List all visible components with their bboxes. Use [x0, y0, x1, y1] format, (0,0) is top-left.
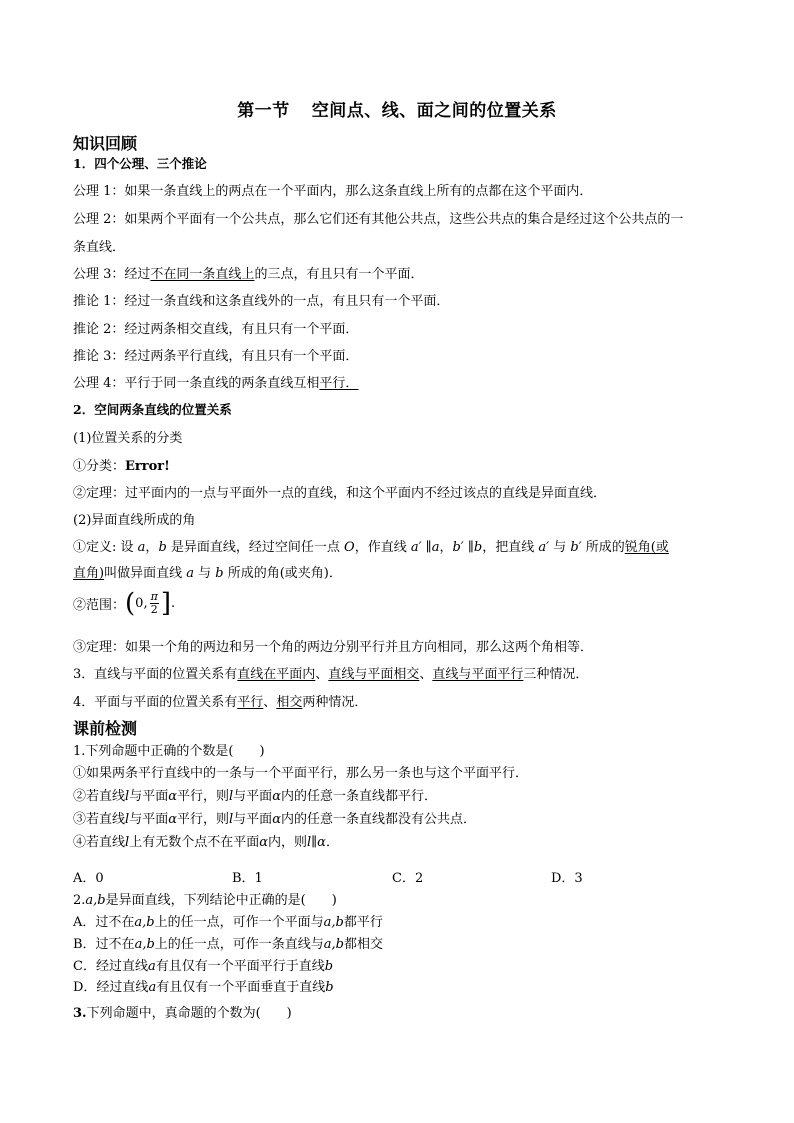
statement-text: 平行，则 [176, 789, 229, 804]
math-ab: a,b [134, 915, 155, 930]
axiom-2-line2: 条直线． [73, 240, 126, 255]
title-section-number: 第一节 [237, 101, 290, 121]
option-text: 都平行 [343, 915, 383, 930]
axiom-2-line1: 公理 2：如果两个平面有一个公共点，那么它们还有其他公共点，这些公共点的集合是经过这个公共点的一 [73, 212, 684, 227]
math-l: l [125, 835, 130, 850]
option-text: 上的任一点，可作一个平面与 [154, 915, 324, 930]
subsection-1-title: 1．四个公理、三个推论 [73, 156, 207, 171]
axiom-1: 公理 1：如果一条直线上的两点在一个平面内，那么这条直线上所有的点都在这个平面内． [73, 184, 593, 199]
statement-text: 内的任意一条直线都平行． [280, 789, 437, 804]
math-alpha: α [272, 812, 281, 827]
math-l: l [125, 812, 130, 827]
math-relation: l∥α [307, 835, 326, 850]
statement-text: ． [325, 835, 339, 850]
corollary-1: 推论 1：经过一条直线和这条直线外的一点，有且只有一个平面． [73, 294, 450, 309]
question-1-statement-3 [73, 808, 476, 827]
definition-line1 [73, 536, 669, 555]
line-plane-relations [73, 663, 588, 682]
relation-text: 两种情况． [302, 695, 368, 710]
definition-underlined: 锐角(或 [624, 540, 669, 555]
question-number: 3. [73, 1006, 87, 1021]
classification-error-text: Error! [125, 459, 170, 474]
relation-text: 3．直线与平面的位置关系有 [73, 667, 238, 682]
axiom-3-text-end: 的三点，有且只有一个平面． [254, 267, 424, 282]
math-ab: a,b [85, 893, 106, 908]
axiom-3 [73, 263, 423, 282]
review-heading: 知识回顾 [73, 134, 138, 153]
question-1-option-a: A．0 [73, 871, 104, 886]
math-alpha: α [168, 812, 177, 827]
statement-text: 上有无数个点不在平面 [129, 835, 260, 850]
question-1-statement-1: ①如果两条平行直线中的一条与一个平面平行，那么另一条也与这个平面平行． [73, 766, 529, 781]
question-1: 1.下列命题中正确的个数是( ) [73, 744, 265, 759]
statement-text: ④若直线 [73, 835, 126, 850]
skew-theorem: ②定理：过平面内的一点与平面外一点的直线，和这个平面内不经过该点的直线是异面直线． [73, 486, 607, 501]
question-1-option-c: C．2 [392, 871, 424, 886]
math-b: b [158, 540, 167, 555]
open-paren-icon: ( [125, 588, 136, 619]
option-text: 上的任一点，可作一条直线与 [154, 937, 324, 952]
math-a: a [431, 540, 440, 555]
definition-text: ，作直线 [354, 540, 411, 555]
parallel-symbol: ∥ [463, 540, 474, 555]
math-b: b [473, 540, 483, 555]
statement-text: 与平面 [129, 789, 169, 804]
option-text: 都相交 [344, 937, 384, 952]
relation-text: 4．平面与平面的位置关系有 [73, 695, 238, 710]
definition-text: 与 [193, 566, 216, 581]
math-a-prime: a′ [410, 540, 422, 555]
axiom-3-underlined-2: 同一条直线上 [176, 267, 255, 282]
definition-text: ①定义: 设 [73, 540, 138, 555]
math-b-prime: b′ [570, 540, 582, 555]
math-ab: a,b [323, 915, 344, 930]
math-a-prime: a′ [538, 540, 550, 555]
question-1-statement-2 [73, 785, 437, 804]
definition-text: 叫做异面直线 [104, 566, 187, 581]
title-text: 空间点、线、面之间的位置关系 [311, 101, 557, 121]
corollary-3: 推论 3：经过两条平行直线，有且只有一个平面． [73, 349, 359, 364]
math-O: O [344, 540, 355, 555]
relation-underlined: 直线在平面内 [237, 667, 316, 682]
math-a: a [186, 566, 194, 581]
question-2-option-d [73, 976, 334, 995]
axiom-3-underlined-1: 不在 [150, 267, 177, 282]
axiom-3-text: 公理 3：经过 [73, 267, 151, 282]
question-1-statement-4 [73, 831, 339, 850]
plane-plane-relations [73, 691, 367, 710]
definition-text: 是异面直线，经过空间任一点 [166, 540, 345, 555]
definition-underlined: 直角) [73, 566, 105, 581]
definition-text: 所成的角(或夹角)． [223, 566, 342, 581]
close-bracket-icon: ] [160, 588, 171, 619]
relation-separator: 、 [315, 667, 329, 682]
math-l: l [229, 789, 234, 804]
option-text: 有且仅有一个平面平行于直线 [155, 959, 325, 974]
math-b: b [324, 959, 334, 974]
pi-over-two-fraction [150, 591, 159, 616]
definition-line2 [73, 562, 342, 581]
option-text: C．经过直线 [73, 959, 148, 974]
statement-text: 与平面 [129, 812, 169, 827]
page-title [0, 96, 794, 121]
relation-underlined: 平行 [237, 695, 264, 710]
classification-label: ①分类： [73, 459, 126, 474]
question-2-option-c [73, 955, 333, 974]
range-label: ②范围： [73, 598, 126, 613]
statement-text: ③若直线 [73, 812, 126, 827]
fraction-denominator: 2 [150, 603, 158, 616]
position-classification-heading: (1)位置关系的分类 [73, 431, 183, 446]
relation-separator: 、 [419, 667, 433, 682]
question-2 [73, 889, 337, 908]
math-b: b [215, 566, 224, 581]
range-zero: 0, [135, 596, 148, 611]
option-text: D．经过直线 [73, 980, 149, 995]
math-a: a [147, 959, 156, 974]
relation-text: 三种情况． [523, 667, 589, 682]
question-1-option-d: D．3 [551, 871, 583, 886]
relation-underlined: 直线与平面平行 [432, 667, 524, 682]
parallel-symbol: ∥ [421, 540, 432, 555]
definition-text: ， [145, 540, 159, 555]
question-text: 下列命题中，真命题的个数为( ) [86, 1006, 292, 1021]
option-text: 有且仅有一个平面垂直于直线 [156, 980, 326, 995]
math-alpha: α [272, 789, 281, 804]
skew-angle-heading: (2)异面直线所成的角 [73, 513, 196, 528]
subsection-2-title: 2．空间两条直线的位置关系 [73, 402, 232, 417]
classification-line [73, 455, 170, 474]
range-period: . [170, 596, 176, 611]
question-2-option-a [73, 911, 383, 930]
statement-text: 平行，则 [176, 812, 229, 827]
quiz-heading: 课前检测 [73, 719, 138, 738]
definition-text: 所成的 [581, 540, 625, 555]
math-b: b [325, 980, 334, 995]
math-l: l [229, 812, 234, 827]
option-text: B．过不在 [73, 937, 135, 952]
axiom-4-text: 公理 4：平行于同一条直线的两条直线互相 [73, 376, 320, 391]
definition-text: ，把直线 [482, 540, 539, 555]
axiom-4-underlined: 平行． [319, 376, 359, 391]
corollary-2: 推论 2：经过两条相交直线，有且只有一个平面． [73, 322, 359, 337]
option-text: A．过不在 [73, 915, 135, 930]
math-ab: a,b [134, 937, 155, 952]
statement-text: 内的任意一条直线都没有公共点． [280, 812, 476, 827]
math-ab: a,b [323, 937, 345, 952]
question-1-option-b: B．1 [232, 871, 263, 886]
statement-text: ②若直线 [73, 789, 126, 804]
relation-separator: 、 [263, 695, 277, 710]
axiom-4 [73, 372, 358, 391]
math-b-prime: b′ [452, 540, 464, 555]
math-a: a [148, 980, 157, 995]
relation-underlined: 相交 [276, 695, 303, 710]
question-2-option-b [73, 933, 383, 952]
statement-text: 内，则 [267, 835, 307, 850]
question-3 [73, 1002, 292, 1021]
statement-text: 与平面 [233, 789, 273, 804]
relation-underlined: 直线与平面相交 [328, 667, 420, 682]
angle-theorem: ③定理：如果一个角的两边和另一个角的两边分别平行并且方向相同，那么这两个角相等． [73, 640, 594, 655]
math-l: l [125, 789, 130, 804]
statement-text: 与平面 [233, 812, 273, 827]
math-alpha: α [259, 835, 268, 850]
math-alpha: α [168, 789, 177, 804]
fraction-numerator: π [150, 590, 158, 603]
question-text: 是异面直线，下列结论中正确的是( ) [105, 893, 337, 908]
question-number: 2. [73, 893, 86, 908]
definition-text: ， [439, 540, 453, 555]
math-a: a [137, 540, 146, 555]
definition-text: 与 [549, 540, 571, 555]
range-line [73, 588, 176, 619]
